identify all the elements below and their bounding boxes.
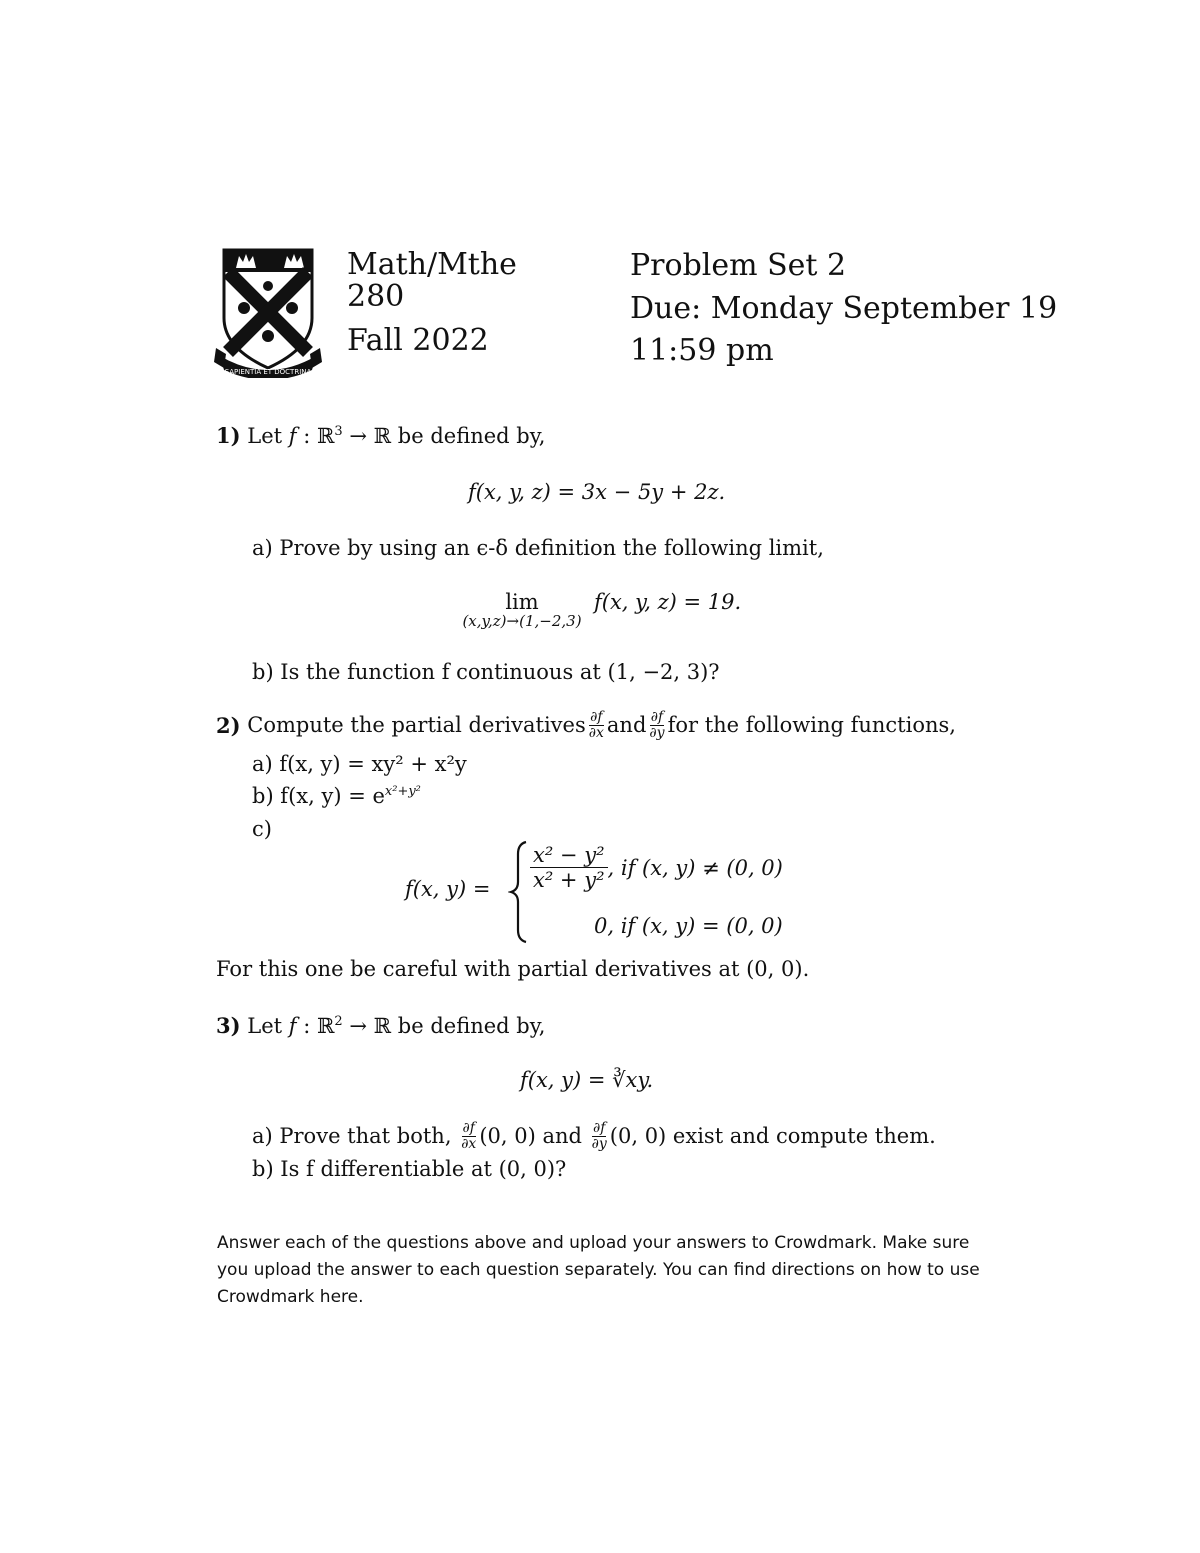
piecewise-lhs: f(x, y) = bbox=[405, 877, 491, 901]
due-date: Due: Monday September 19 bbox=[630, 291, 1058, 326]
piecewise-fraction: x² − y² x² + y² bbox=[530, 843, 608, 892]
limit-subscript: (x,y,z)→(1,−2,3) bbox=[462, 612, 582, 630]
term: Fall 2022 bbox=[347, 323, 489, 358]
piecewise-case-1: x² − y² x² + y² , if (x, y) ≠ (0, 0) bbox=[530, 843, 783, 892]
partial-y-fraction: $\frac{\partial f}{\partial y}$ bbox=[649, 709, 665, 741]
question-2-note: For this one be careful with partial derivatives at (0, 0). bbox=[216, 957, 810, 981]
question-2-intro: 2) Compute the partial derivatives $\frac{\partial f}{\partial x}$ and $\frac{\partial f}{\partial y}$ for the following functions, bbox=[216, 709, 956, 741]
question-1b: b) Is the function f continuous at (1, −2, 3)? bbox=[252, 660, 720, 684]
svg-text:SAPIENTIA ET DOCTRINA: SAPIENTIA ET DOCTRINA bbox=[224, 368, 312, 376]
problem-set-title: Problem Set 2 bbox=[630, 248, 847, 283]
question-2b: b) f(x, $y) = e^{x^2+y^2}$ bbox=[252, 784, 421, 808]
course-name: Math/Mthe bbox=[347, 247, 517, 282]
question-3-number: 3) bbox=[216, 1013, 241, 1038]
university-crest-logo bbox=[214, 244, 322, 378]
partial-y-fraction: $\frac{\partial f}{\partial y}$ bbox=[591, 1120, 607, 1152]
question-3-intro: 3) Let f : ℝ$^2$ → ℝ be defined by, bbox=[216, 1013, 546, 1038]
exponent: x²+y² bbox=[384, 784, 421, 799]
due-time: 11:59 pm bbox=[630, 333, 774, 368]
question-1-number: 1) bbox=[216, 423, 241, 448]
partial-x-fraction: $\frac{\partial f}{\partial x}$ bbox=[461, 1120, 477, 1152]
limit-operator: lim (x,y,z)→(1,−2,3) bbox=[452, 590, 592, 630]
question-1-function: f(x, y, z) = 3x − 5y + 2z. bbox=[468, 480, 726, 504]
question-3b: b) Is f differentiable at (0, 0)? bbox=[252, 1157, 567, 1181]
question-2-number: 2) bbox=[216, 712, 241, 738]
course-title bbox=[347, 249, 517, 314]
question-3-function: f(x, y) = ∛xy. bbox=[520, 1068, 654, 1092]
question-1-intro: 1) Let f : ℝ$^3$ → ℝ be defined by, bbox=[216, 423, 546, 448]
question-3a: a) Prove that both, $\frac{\partial f}{\partial x}$ (0, 0) and $\frac{\partial f}{\partial y}$ (0, 0) exist and compute them. bbox=[252, 1120, 936, 1152]
question-2a: a) f(x, y) = xy² + x²y bbox=[252, 752, 467, 776]
partial-x-fraction: $\frac{\partial f}{\partial x}$ bbox=[588, 709, 604, 741]
course-number: 280 bbox=[347, 279, 405, 315]
submission-instructions: Answer each of the questions above and upload your answers to Crowdmark. Make sure you upload the answer to each question separately. You can find directions on how to use Crowdmark here. bbox=[217, 1233, 980, 1307]
limit-expression: f(x, y, z) = 19. bbox=[594, 590, 742, 614]
left-brace bbox=[508, 840, 530, 944]
question-2c-label: c) bbox=[252, 817, 272, 841]
piecewise-case-2: 0, if (x, y) = (0, 0) bbox=[594, 914, 783, 938]
question-1a: a) Prove by using an ϵ-δ definition the following limit, bbox=[252, 536, 824, 560]
